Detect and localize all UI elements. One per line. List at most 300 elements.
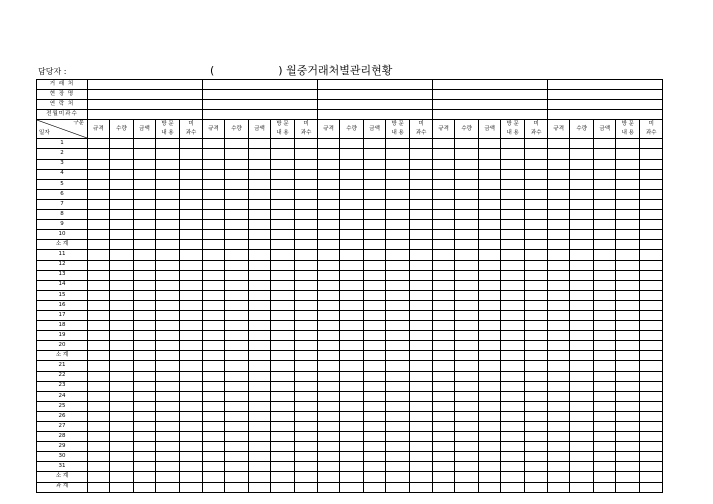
data-cell[interactable] [410, 169, 433, 179]
data-cell[interactable] [455, 401, 479, 411]
data-cell[interactable] [525, 422, 548, 432]
data-cell[interactable] [225, 351, 249, 361]
data-cell[interactable] [249, 482, 271, 492]
data-cell[interactable] [501, 189, 525, 199]
data-cell[interactable] [88, 391, 110, 401]
data-cell[interactable] [525, 230, 548, 240]
data-cell[interactable] [570, 310, 594, 320]
data-cell[interactable] [616, 179, 640, 189]
data-cell[interactable] [134, 270, 156, 280]
data-cell[interactable] [88, 321, 110, 331]
data-cell[interactable] [364, 472, 386, 482]
data-cell[interactable] [295, 371, 318, 381]
data-cell[interactable] [640, 270, 663, 280]
data-cell[interactable] [479, 422, 501, 432]
data-cell[interactable] [501, 381, 525, 391]
data-cell[interactable] [410, 371, 433, 381]
data-cell[interactable] [410, 442, 433, 452]
data-cell[interactable] [570, 381, 594, 391]
data-cell[interactable] [433, 331, 455, 341]
data-cell[interactable] [225, 270, 249, 280]
data-cell[interactable] [570, 401, 594, 411]
data-cell[interactable] [134, 149, 156, 159]
data-cell[interactable] [318, 361, 340, 371]
data-cell[interactable] [203, 371, 225, 381]
data-cell[interactable] [640, 240, 663, 250]
data-cell[interactable] [479, 280, 501, 290]
data-cell[interactable] [225, 321, 249, 331]
data-cell[interactable] [318, 240, 340, 250]
data-cell[interactable] [110, 422, 134, 432]
data-cell[interactable] [271, 179, 295, 189]
data-cell[interactable] [433, 422, 455, 432]
data-cell[interactable] [386, 179, 410, 189]
data-cell[interactable] [479, 210, 501, 220]
data-cell[interactable] [203, 240, 225, 250]
data-cell[interactable] [364, 401, 386, 411]
data-cell[interactable] [386, 452, 410, 462]
data-cell[interactable] [364, 432, 386, 442]
data-cell[interactable] [364, 482, 386, 492]
data-cell[interactable] [318, 371, 340, 381]
data-cell[interactable] [455, 462, 479, 472]
data-cell[interactable] [594, 411, 616, 421]
data-cell[interactable] [88, 452, 110, 462]
data-cell[interactable] [433, 260, 455, 270]
data-cell[interactable] [640, 149, 663, 159]
data-cell[interactable] [386, 149, 410, 159]
data-cell[interactable] [455, 210, 479, 220]
data-cell[interactable] [134, 411, 156, 421]
data-cell[interactable] [433, 381, 455, 391]
data-cell[interactable] [295, 381, 318, 391]
data-cell[interactable] [594, 381, 616, 391]
data-cell[interactable] [249, 351, 271, 361]
data-cell[interactable] [364, 381, 386, 391]
data-cell[interactable] [501, 260, 525, 270]
data-cell[interactable] [249, 240, 271, 250]
data-cell[interactable] [594, 371, 616, 381]
data-cell[interactable] [525, 472, 548, 482]
data-cell[interactable] [203, 411, 225, 421]
data-cell[interactable] [180, 422, 203, 432]
data-cell[interactable] [249, 432, 271, 442]
data-cell[interactable] [340, 401, 364, 411]
data-cell[interactable] [110, 452, 134, 462]
data-cell[interactable] [203, 351, 225, 361]
data-cell[interactable] [640, 199, 663, 209]
data-cell[interactable] [88, 179, 110, 189]
data-cell[interactable] [203, 290, 225, 300]
data-cell[interactable] [433, 452, 455, 462]
data-cell[interactable] [271, 472, 295, 482]
info-cell[interactable] [548, 110, 663, 120]
info-cell[interactable] [203, 110, 318, 120]
data-cell[interactable] [433, 310, 455, 320]
data-cell[interactable] [525, 411, 548, 421]
data-cell[interactable] [501, 139, 525, 149]
data-cell[interactable] [616, 442, 640, 452]
data-cell[interactable] [271, 260, 295, 270]
data-cell[interactable] [156, 361, 180, 371]
data-cell[interactable] [640, 472, 663, 482]
data-cell[interactable] [156, 452, 180, 462]
data-cell[interactable] [271, 250, 295, 260]
data-cell[interactable] [410, 270, 433, 280]
data-cell[interactable] [410, 482, 433, 492]
data-cell[interactable] [203, 442, 225, 452]
data-cell[interactable] [525, 220, 548, 230]
data-cell[interactable] [433, 199, 455, 209]
data-cell[interactable] [501, 371, 525, 381]
data-cell[interactable] [640, 341, 663, 351]
data-cell[interactable] [455, 472, 479, 482]
data-cell[interactable] [570, 290, 594, 300]
data-cell[interactable] [249, 220, 271, 230]
info-cell[interactable] [433, 90, 548, 100]
data-cell[interactable] [455, 452, 479, 462]
data-cell[interactable] [318, 250, 340, 260]
data-cell[interactable] [386, 159, 410, 169]
data-cell[interactable] [548, 300, 570, 310]
data-cell[interactable] [340, 482, 364, 492]
data-cell[interactable] [386, 432, 410, 442]
data-cell[interactable] [410, 321, 433, 331]
data-cell[interactable] [548, 411, 570, 421]
data-cell[interactable] [318, 199, 340, 209]
data-cell[interactable] [433, 462, 455, 472]
data-cell[interactable] [180, 260, 203, 270]
data-cell[interactable] [249, 452, 271, 462]
data-cell[interactable] [386, 290, 410, 300]
data-cell[interactable] [249, 310, 271, 320]
data-cell[interactable] [203, 220, 225, 230]
data-cell[interactable] [410, 310, 433, 320]
data-cell[interactable] [594, 199, 616, 209]
data-cell[interactable] [616, 199, 640, 209]
data-cell[interactable] [548, 240, 570, 250]
data-cell[interactable] [640, 210, 663, 220]
data-cell[interactable] [479, 290, 501, 300]
data-cell[interactable] [180, 179, 203, 189]
data-cell[interactable] [180, 351, 203, 361]
data-cell[interactable] [340, 411, 364, 421]
data-cell[interactable] [88, 361, 110, 371]
data-cell[interactable] [616, 452, 640, 462]
data-cell[interactable] [340, 351, 364, 361]
data-cell[interactable] [570, 220, 594, 230]
data-cell[interactable] [88, 381, 110, 391]
data-cell[interactable] [410, 432, 433, 442]
data-cell[interactable] [616, 482, 640, 492]
data-cell[interactable] [410, 331, 433, 341]
data-cell[interactable] [570, 331, 594, 341]
data-cell[interactable] [640, 300, 663, 310]
data-cell[interactable] [364, 270, 386, 280]
data-cell[interactable] [640, 139, 663, 149]
data-cell[interactable] [203, 341, 225, 351]
data-cell[interactable] [640, 351, 663, 361]
data-cell[interactable] [386, 361, 410, 371]
data-cell[interactable] [180, 341, 203, 351]
data-cell[interactable] [640, 280, 663, 290]
info-cell[interactable] [203, 100, 318, 110]
data-cell[interactable] [249, 169, 271, 179]
data-cell[interactable] [525, 240, 548, 250]
data-cell[interactable] [88, 280, 110, 290]
data-cell[interactable] [616, 411, 640, 421]
data-cell[interactable] [134, 189, 156, 199]
data-cell[interactable] [386, 199, 410, 209]
data-cell[interactable] [364, 361, 386, 371]
data-cell[interactable] [455, 482, 479, 492]
info-cell[interactable] [318, 80, 433, 90]
data-cell[interactable] [386, 280, 410, 290]
data-cell[interactable] [364, 139, 386, 149]
data-cell[interactable] [318, 300, 340, 310]
data-cell[interactable] [271, 341, 295, 351]
data-cell[interactable] [180, 159, 203, 169]
data-cell[interactable] [594, 452, 616, 462]
data-cell[interactable] [616, 260, 640, 270]
data-cell[interactable] [479, 139, 501, 149]
data-cell[interactable] [616, 331, 640, 341]
info-cell[interactable] [88, 110, 203, 120]
data-cell[interactable] [364, 462, 386, 472]
data-cell[interactable] [110, 401, 134, 411]
data-cell[interactable] [410, 240, 433, 250]
data-cell[interactable] [203, 391, 225, 401]
data-cell[interactable] [525, 391, 548, 401]
data-cell[interactable] [203, 482, 225, 492]
data-cell[interactable] [386, 442, 410, 452]
data-cell[interactable] [110, 331, 134, 341]
data-cell[interactable] [318, 432, 340, 442]
data-cell[interactable] [455, 290, 479, 300]
data-cell[interactable] [570, 361, 594, 371]
data-cell[interactable] [295, 411, 318, 421]
data-cell[interactable] [180, 472, 203, 482]
data-cell[interactable] [134, 361, 156, 371]
data-cell[interactable] [180, 361, 203, 371]
info-cell[interactable] [318, 90, 433, 100]
data-cell[interactable] [180, 401, 203, 411]
data-cell[interactable] [318, 159, 340, 169]
data-cell[interactable] [570, 230, 594, 240]
data-cell[interactable] [479, 260, 501, 270]
data-cell[interactable] [364, 189, 386, 199]
data-cell[interactable] [594, 149, 616, 159]
data-cell[interactable] [318, 341, 340, 351]
data-cell[interactable] [249, 260, 271, 270]
data-cell[interactable] [203, 179, 225, 189]
data-cell[interactable] [479, 300, 501, 310]
data-cell[interactable] [501, 240, 525, 250]
data-cell[interactable] [570, 270, 594, 280]
data-cell[interactable] [271, 321, 295, 331]
data-cell[interactable] [340, 381, 364, 391]
data-cell[interactable] [110, 250, 134, 260]
data-cell[interactable] [180, 189, 203, 199]
data-cell[interactable] [364, 411, 386, 421]
data-cell[interactable] [88, 199, 110, 209]
data-cell[interactable] [640, 331, 663, 341]
data-cell[interactable] [134, 240, 156, 250]
data-cell[interactable] [525, 321, 548, 331]
data-cell[interactable] [340, 250, 364, 260]
data-cell[interactable] [570, 169, 594, 179]
data-cell[interactable] [433, 442, 455, 452]
data-cell[interactable] [479, 452, 501, 462]
data-cell[interactable] [501, 401, 525, 411]
data-cell[interactable] [318, 210, 340, 220]
data-cell[interactable] [501, 310, 525, 320]
data-cell[interactable] [501, 230, 525, 240]
data-cell[interactable] [525, 381, 548, 391]
data-cell[interactable] [479, 351, 501, 361]
data-cell[interactable] [616, 159, 640, 169]
data-cell[interactable] [525, 310, 548, 320]
data-cell[interactable] [340, 220, 364, 230]
data-cell[interactable] [616, 391, 640, 401]
data-cell[interactable] [616, 270, 640, 280]
data-cell[interactable] [271, 300, 295, 310]
data-cell[interactable] [110, 139, 134, 149]
data-cell[interactable] [386, 411, 410, 421]
data-cell[interactable] [271, 280, 295, 290]
data-cell[interactable] [386, 341, 410, 351]
data-cell[interactable] [156, 331, 180, 341]
data-cell[interactable] [364, 300, 386, 310]
data-cell[interactable] [340, 371, 364, 381]
data-cell[interactable] [433, 482, 455, 492]
data-cell[interactable] [110, 442, 134, 452]
data-cell[interactable] [548, 220, 570, 230]
data-cell[interactable] [364, 290, 386, 300]
data-cell[interactable] [271, 290, 295, 300]
data-cell[interactable] [156, 149, 180, 159]
data-cell[interactable] [271, 159, 295, 169]
data-cell[interactable] [594, 472, 616, 482]
data-cell[interactable] [501, 179, 525, 189]
data-cell[interactable] [640, 290, 663, 300]
data-cell[interactable] [271, 220, 295, 230]
data-cell[interactable] [640, 411, 663, 421]
data-cell[interactable] [180, 240, 203, 250]
data-cell[interactable] [295, 199, 318, 209]
data-cell[interactable] [640, 250, 663, 260]
data-cell[interactable] [616, 351, 640, 361]
data-cell[interactable] [594, 159, 616, 169]
data-cell[interactable] [225, 411, 249, 421]
data-cell[interactable] [479, 169, 501, 179]
data-cell[interactable] [180, 321, 203, 331]
info-cell[interactable] [88, 80, 203, 90]
data-cell[interactable] [340, 391, 364, 401]
data-cell[interactable] [156, 442, 180, 452]
data-cell[interactable] [410, 341, 433, 351]
data-cell[interactable] [156, 432, 180, 442]
data-cell[interactable] [134, 391, 156, 401]
data-cell[interactable] [134, 482, 156, 492]
data-cell[interactable] [525, 260, 548, 270]
data-cell[interactable] [180, 270, 203, 280]
data-cell[interactable] [318, 270, 340, 280]
data-cell[interactable] [110, 210, 134, 220]
data-cell[interactable] [88, 260, 110, 270]
data-cell[interactable] [433, 472, 455, 482]
data-cell[interactable] [271, 422, 295, 432]
data-cell[interactable] [548, 189, 570, 199]
data-cell[interactable] [134, 300, 156, 310]
data-cell[interactable] [271, 230, 295, 240]
data-cell[interactable] [134, 452, 156, 462]
data-cell[interactable] [110, 361, 134, 371]
data-cell[interactable] [340, 310, 364, 320]
data-cell[interactable] [594, 331, 616, 341]
data-cell[interactable] [640, 371, 663, 381]
data-cell[interactable] [548, 331, 570, 341]
data-cell[interactable] [594, 422, 616, 432]
data-cell[interactable] [386, 422, 410, 432]
data-cell[interactable] [110, 321, 134, 331]
data-cell[interactable] [455, 300, 479, 310]
data-cell[interactable] [640, 189, 663, 199]
data-cell[interactable] [340, 149, 364, 159]
data-cell[interactable] [340, 321, 364, 331]
data-cell[interactable] [570, 300, 594, 310]
data-cell[interactable] [570, 149, 594, 159]
data-cell[interactable] [225, 179, 249, 189]
data-cell[interactable] [479, 361, 501, 371]
data-cell[interactable] [318, 321, 340, 331]
data-cell[interactable] [295, 472, 318, 482]
data-cell[interactable] [203, 401, 225, 411]
data-cell[interactable] [318, 290, 340, 300]
data-cell[interactable] [295, 331, 318, 341]
data-cell[interactable] [410, 230, 433, 240]
data-cell[interactable] [88, 220, 110, 230]
data-cell[interactable] [134, 381, 156, 391]
data-cell[interactable] [616, 240, 640, 250]
data-cell[interactable] [203, 149, 225, 159]
data-cell[interactable] [525, 442, 548, 452]
data-cell[interactable] [594, 442, 616, 452]
data-cell[interactable] [295, 361, 318, 371]
data-cell[interactable] [110, 230, 134, 240]
data-cell[interactable] [134, 220, 156, 230]
data-cell[interactable] [640, 361, 663, 371]
data-cell[interactable] [249, 149, 271, 159]
data-cell[interactable] [433, 391, 455, 401]
data-cell[interactable] [295, 391, 318, 401]
data-cell[interactable] [203, 270, 225, 280]
data-cell[interactable] [156, 260, 180, 270]
data-cell[interactable] [203, 169, 225, 179]
data-cell[interactable] [455, 260, 479, 270]
data-cell[interactable] [340, 179, 364, 189]
data-cell[interactable] [203, 210, 225, 220]
data-cell[interactable] [548, 210, 570, 220]
data-cell[interactable] [110, 432, 134, 442]
data-cell[interactable] [249, 472, 271, 482]
data-cell[interactable] [501, 159, 525, 169]
data-cell[interactable] [88, 240, 110, 250]
data-cell[interactable] [433, 240, 455, 250]
data-cell[interactable] [410, 401, 433, 411]
data-cell[interactable] [134, 422, 156, 432]
data-cell[interactable] [295, 290, 318, 300]
